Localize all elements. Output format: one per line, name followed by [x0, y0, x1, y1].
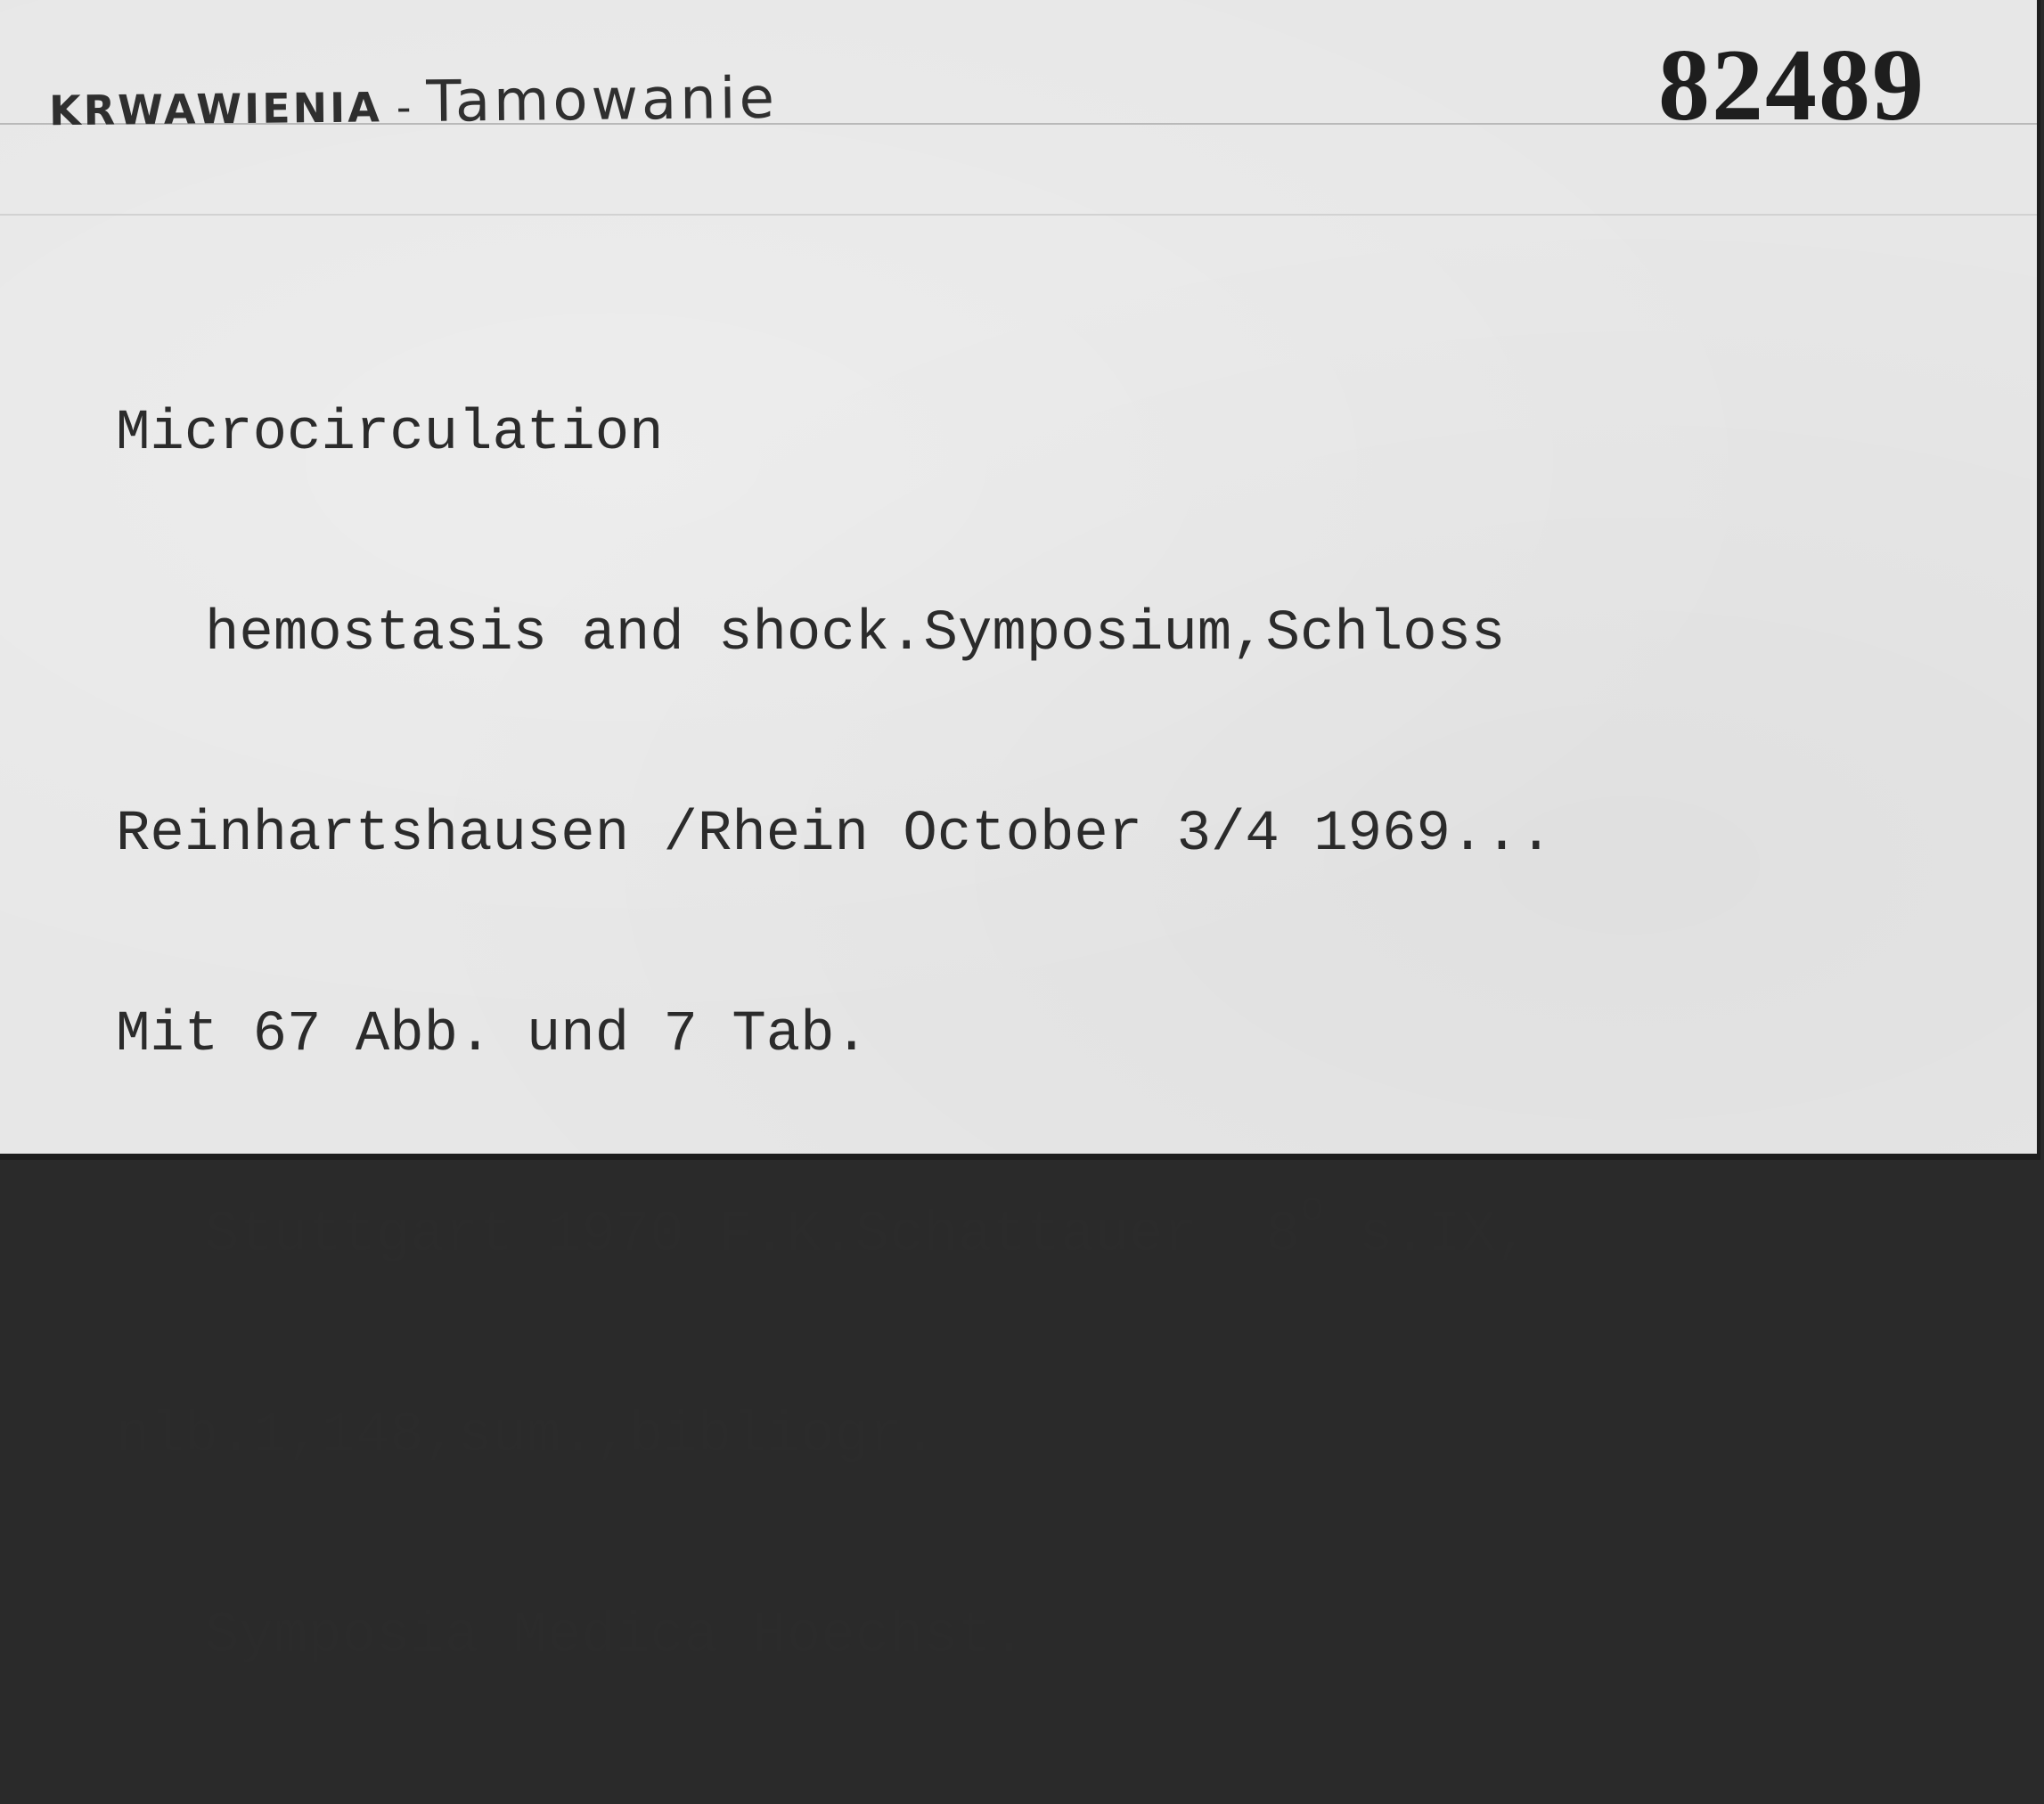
entry-title-line: Microcirculation — [116, 402, 664, 466]
imprint-text: Stuttgart 1970 F.K.Schattauer 8 — [205, 1204, 1300, 1268]
call-number: 82489 — [1658, 29, 1925, 143]
entry-collation-line: nlb.1,148,sum.,bibliogr. — [116, 1404, 937, 1468]
entry-imprint-line — [116, 1186, 1553, 1269]
entry-series-line: Symposia Medica Hoechst. — [205, 1604, 1026, 1669]
entry-illustrations-line: Mit 67 Abb. und 7 Tab. — [116, 1003, 869, 1067]
format-superscript: o — [1300, 1186, 1325, 1232]
subject-separator: - — [396, 83, 413, 132]
entry-place-date-line: Reinhartshausen /Rhein October 3/4 1969... — [116, 803, 1554, 867]
subject-heading-main: KRWAWIENIA — [48, 83, 383, 135]
imprint-pagination: s.IX, — [1324, 1204, 1531, 1268]
subject-subheading: Tamowanie — [425, 65, 779, 135]
entry-subtitle-line: hemostasis and shock.Symposium,Schloss — [205, 602, 1506, 666]
secondary-rule — [0, 214, 2037, 216]
bibliographic-entry — [116, 267, 1553, 1804]
subject-heading — [49, 66, 779, 140]
